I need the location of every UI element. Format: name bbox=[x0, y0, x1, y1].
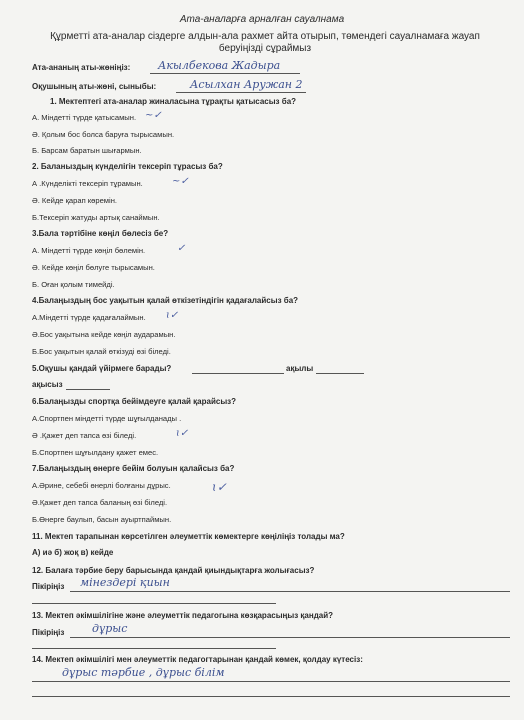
q3-option-c: Б. Оған қолым тимейді. bbox=[32, 280, 115, 289]
q5-paid-rule bbox=[316, 373, 364, 374]
q4-option-c: Б.Бос уақытын қалай өткізуді өзі біледі. bbox=[32, 347, 171, 356]
question-3: 3.Бала тәртібіне көңіл бөлесіз бе? bbox=[32, 229, 169, 238]
parent-name-label: Ата-ананың аты-жөніңіз: bbox=[32, 63, 131, 72]
q12-answer-rule-2 bbox=[32, 603, 276, 604]
question-11: 11. Мектеп тарапынан көрсетілген әлеуметтік көмектерге көңіліңіз толады ма? bbox=[32, 532, 345, 541]
q13-answer-rule-1 bbox=[70, 637, 510, 638]
q5-club-rule bbox=[192, 373, 284, 374]
q6-option-b: Ә .Қажет деп тапса өзі біледі. bbox=[32, 431, 137, 440]
survey-title: Ата-аналарға арналған сауалнама bbox=[179, 14, 345, 25]
q4-option-b: Ә.Бос уақытына кейде көңіл аударамын. bbox=[32, 330, 176, 339]
q3-option-a: А. Міндетті түрде көңіл бөлемін. bbox=[32, 246, 146, 255]
q13-opinion-label: Пікіріңіз bbox=[32, 628, 65, 637]
q12-answer-rule-1 bbox=[70, 591, 510, 592]
q7-check-mark: ɩ✓ bbox=[212, 480, 227, 494]
q2-option-c: Б.Тексеріп жатуды артық санаймын. bbox=[32, 213, 160, 222]
parent-name-rule bbox=[150, 73, 300, 74]
q6-option-a: А.Спортпен міндетті түрде шұғылданады . bbox=[32, 414, 182, 423]
q1-check-mark: ~✓ bbox=[145, 110, 162, 121]
q1-option-a: А. Міндетті түрде қатысамын. bbox=[32, 113, 137, 122]
q12-opinion-label: Пікіріңіз bbox=[32, 582, 65, 591]
question-1: 1. Мектептегі ата-аналар жиналасына тұрақты қатысасыз ба? bbox=[50, 97, 297, 106]
q13-answer-rule-2 bbox=[32, 648, 276, 649]
parent-name-handwritten: Акылбекова Жадыра bbox=[158, 59, 281, 72]
q2-check-mark: ~✓ bbox=[172, 176, 189, 187]
q12-handwritten-answer: мінездері қиын bbox=[80, 576, 170, 589]
q5-free-label: ақысыз bbox=[32, 380, 63, 389]
q14-answer-rule-1 bbox=[32, 681, 510, 682]
q3-check-mark: ✓ bbox=[177, 243, 186, 254]
question-5: 5.Оқушы қандай үйірмеге барады? bbox=[32, 364, 172, 373]
q14-handwritten-answer: дұрыс тәрбие , дұрыс білім bbox=[62, 666, 225, 679]
q14-answer-rule-2 bbox=[32, 696, 510, 697]
q4-check-mark: ɩ✓ bbox=[166, 310, 179, 321]
q7-option-c: Б.Өнерге баулып, басын ауыртпаймын. bbox=[32, 515, 172, 524]
question-12: 12. Балаға тәрбие беру барысында қандай қиындықтарға жолығасыз? bbox=[32, 566, 315, 575]
q7-option-a: А.Әрине, себебі өнерлі болғаны дұрыс. bbox=[32, 481, 171, 490]
q11-answer-options: А) иә б) жоқ в) кейде bbox=[32, 548, 114, 557]
question-13: 13. Мектеп әкімшілігіне және әлеуметтік педагогына көзқарасыңыз қандай? bbox=[32, 611, 334, 620]
question-6: 6.Балаңызды спортқа бейімдеуге қалай қарайсыз? bbox=[32, 397, 237, 406]
q2-option-b: Ә. Кейде қарап көремін. bbox=[32, 196, 118, 205]
q4-option-a: А.Міндетті түрде қадағалаймын. bbox=[32, 313, 146, 322]
q5-free-rule bbox=[66, 389, 110, 390]
question-7: 7.Балаңыздың өнерге бейім болуын қалайсыз ба? bbox=[32, 464, 235, 473]
q6-option-c: Б.Спортпен шұғылдану қажет емес. bbox=[32, 448, 159, 457]
q7-option-b: Ә.Қажет деп тапса баланың өзі біледі. bbox=[32, 498, 168, 507]
student-name-rule bbox=[176, 92, 306, 93]
q1-option-c: Б. Барсам баратын шығармын. bbox=[32, 146, 142, 155]
q5-paid-label: ақылы bbox=[286, 364, 314, 373]
q2-option-a: А .Күнделікті тексеріп тұрамын. bbox=[32, 179, 143, 188]
student-name-handwritten: Асылхан Аружан 2 bbox=[190, 78, 303, 91]
student-name-label: Оқушының аты-жөні, сыныбы: bbox=[32, 82, 157, 91]
question-2: 2. Баланыздың күнделігін тексеріп тұрасыз ба? bbox=[32, 162, 223, 171]
survey-intro: Құрметті ата-аналар сіздерге алдын-ала рахмет айта отырып, төмендегі сауалнамаға жауап беруіңізді сұраймыз bbox=[50, 31, 480, 54]
q13-handwritten-answer: дұрыс bbox=[92, 622, 128, 635]
q3-option-b: Ә. Кейде көңіл бөлуге тырысамын. bbox=[32, 263, 155, 272]
q1-option-b: Ә. Қолым бос болса баруға тырысамын. bbox=[32, 130, 175, 139]
question-4: 4.Балаңыздың бос уақытын қалай өткізетіндігін қадағалайсыз ба? bbox=[32, 296, 299, 305]
question-14: 14. Мектеп әкімшілігі мен әлеуметтік педагогтарынан қандай көмек, қолдау күтесіз: bbox=[32, 655, 363, 664]
q6-check-mark: ɩ✓ bbox=[176, 428, 189, 439]
